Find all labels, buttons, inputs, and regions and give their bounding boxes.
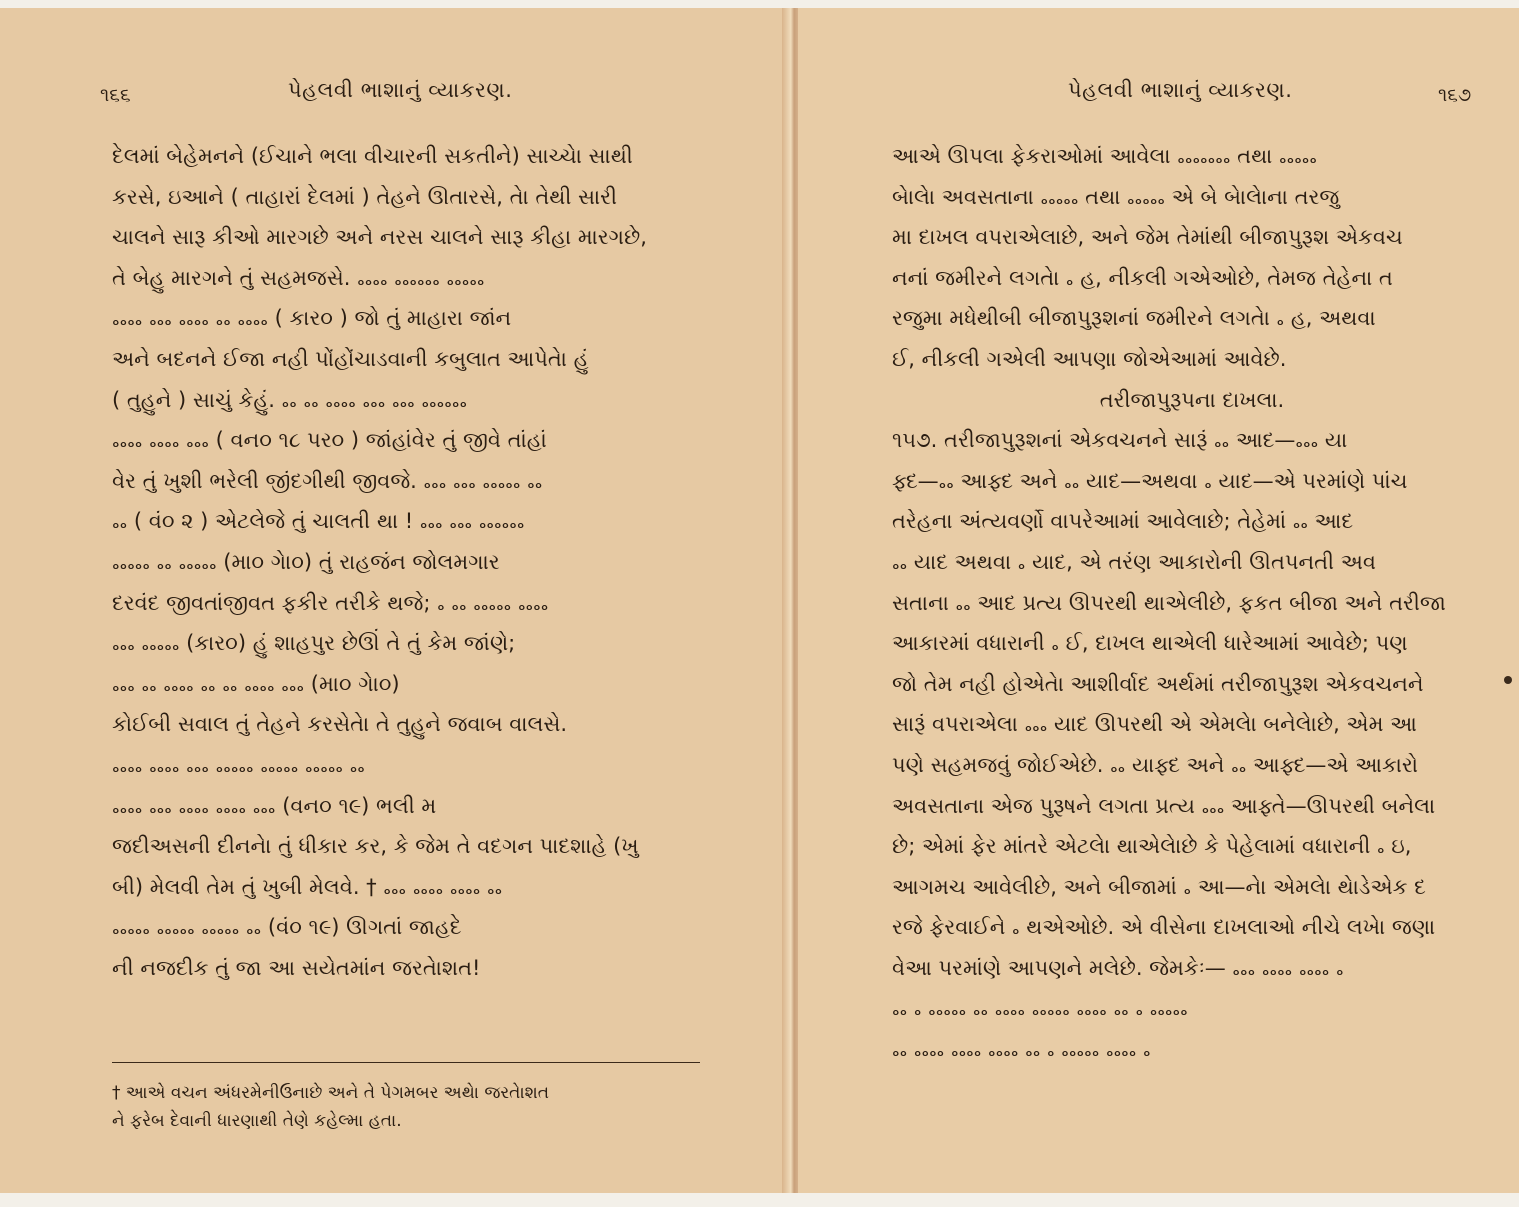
text-line: અને બદનને ઈજા નહી પોંહોંચાડવાની કબુલાત આપેતેા હું [112, 346, 589, 371]
text-line: આએ ઊપલા ફેકરાઓમાં આવેલા ૰૰૰૰૰૰૰ તથા ૰૰૰૰૰ [892, 144, 1318, 168]
text-line: ૰૰૰ ૰૰ ૰૰૰૰ ૰૰ ૰૰ ૰૰૰૰ ૰૰૰ (મા૦ ગેા૦) [112, 671, 400, 696]
text-line: ૰૰૰૰૰ ૰૰ ૰૰૰૰૰ (મા૦ ગેા૦) તું રાહજંન જોલમગાર [112, 549, 500, 574]
text-line: ૰૰૰ ૰૰૰૰૰ (કાર૦) હું શાહપુર છેઊં તે તું કેમ જાંણે; [112, 631, 516, 656]
right-page-number: ૧૬૭ [1438, 84, 1472, 106]
left-running-title: પેહલવી ભાશાનું વ્યાકરણ. [288, 78, 513, 102]
right-body-text [892, 136, 1492, 1070]
text-line: સારૂં વપરાએલા ૰૰૰ યાદ ઊપરથી એ એમલેા બનેલેાછે, એમ આ [892, 712, 1417, 737]
text-line: સતાના ૰૰ આદ પ્રત્ય ઊપરથી થાએલીછે, ફકત બીજા અને તરીજા [892, 590, 1446, 615]
left-page-number: ૧૬૬ [100, 84, 131, 106]
text-line: ૰૰૰૰ ૰૰૰૰ ૰૰૰ ૰૰૰૰૰ ૰૰૰૰૰ ૰૰૰૰૰ ૰૰ [112, 752, 365, 777]
footnote-line: † આએ વચન અંધરમેનીઉનાછે અને તે પેગમબર અથેા જરતેાશત [112, 1083, 550, 1103]
text-line: રજે ફેરવાઈને ૰ થએઓછે. એ વીસેના દાખલાઓ નીચે લખેા જણા [892, 915, 1436, 940]
text-line: ઈ, નીકલી ગએલી આપણા જોએઆમાં આવેછે. [892, 346, 1287, 371]
text-line: ૰૰૰૰ ૰૰૰ ૰૰૰૰ ૰૰૰૰ ૰૰૰ (વન૦ ૧૯) ભલી મ [112, 793, 437, 818]
text-line: ૰૰ ૰ ૰૰૰૰૰ ૰૰ ૰૰૰૰ ૰૰૰૰૰ ૰૰૰૰ ૰૰ ૰ ૰૰૰૰૰ [892, 996, 1188, 1021]
text-line: ૧૫૭. તરીજાપુરૂશનાં એકવચનને સારૂં ૰૰ આદ—૰૰૰ યા [892, 428, 1348, 453]
text-line: જદીઅસની દીનનેા તું ધીકાર કર, કે જેમ તે વદગન પાદશાહે (ખુ [112, 834, 639, 859]
text-line: ( તુહુને ) સાચું કેહું. ૰૰ ૰૰ ૰૰૰૰ ૰૰૰ ૰૰૰ ૰૰૰૰૰૰ [112, 387, 468, 412]
footnote-divider [112, 1062, 700, 1063]
text-line: આગમચ આવેલીછે, અને બીજામાં ૰ આ—નેા એમલેા થેાડેએક દ [892, 874, 1426, 899]
text-line: નનાં જમીરને લગતેા ૰ હ, નીકલી ગએઓછે, તેમજ તેહેના ત [892, 265, 1393, 290]
text-line: અવસતાના એજ પુરૂષને લગતા પ્રત્ય ૰૰૰ આફ્તે—ઊપરથી બનેલા [892, 793, 1436, 818]
text-line: તે બેહુ મારગને તું સહમજસે. ૰૰૰૰ ૰૰૰૰૰૰ ૰૰૰૰૰ [112, 265, 485, 290]
text-line: બી) મેલવી તેમ તું ખુબી મેલવે. † ૰૰૰ ૰૰૰૰ ૰૰૰૰ ૰૰ [112, 874, 503, 899]
footnote [112, 1079, 712, 1135]
left-body-text [112, 136, 712, 988]
text-line: વેર તું ખુશી ભરેલી જીંદગીથી જીવજે. ૰૰૰ ૰૰૰ ૰૰૰૰૰ ૰૰ [112, 468, 543, 493]
text-line: ની નજદીક તું જા આ સયેતમાંન જરતેાશત! [112, 955, 481, 980]
text-line: કરસે, ઇઆને ( તાહારાં દેલમાં ) તેહને ઊતારસે, તેા તેથી સારી [112, 184, 618, 209]
text-line: ફ્દ—૰૰ આફ્દ અને ૰૰ યાદ—અથવા ૰ યાદ—એ પરમાંણે પાંચ [892, 468, 1408, 493]
text-line: જો તેમ નહી હોએતેા આશીર્વાદ અર્થમાં તરીજાપુરૂશ એકવચનને [892, 671, 1424, 696]
text-line: છે; એમાં ફેર માંતરે એટલેા થાએલેાછે કે પેહેલામાં વધારાની ૰ ઇ, [892, 834, 1412, 859]
text-line: ચાલને સારૂ કીઓ મારગછે અને નરસ ચાલને સારૂ કીહા મારગછે, [112, 225, 647, 250]
text-line: પણે સહમજવું જોઈએછે. ૰૰ યાફ્દ અને ૰૰ આફ્દ—એ આકારો [892, 752, 1419, 777]
text-line: ૰૰ ૰૰૰૰ ૰૰૰૰ ૰૰૰૰ ૰૰ ૰ ૰૰૰૰૰ ૰૰૰૰ ૰ [892, 1037, 1151, 1062]
right-page [798, 8, 1519, 1193]
footnote-line: ને ફરેબ દેવાની ધારણાથી તેણે કહેલ્મા હતા. [112, 1111, 402, 1131]
text-line: બેાલેા અવસતાના ૰૰૰૰૰ તથા ૰૰૰૰૰ એ બે બેાલેાના તરજુ [892, 184, 1340, 209]
text-line: ૰૰૰૰૰ ૰૰૰૰૰ ૰૰૰૰૰ ૰૰ (વં૦ ૧૯) ઊગતાં જાહદે [112, 915, 462, 940]
text-line: વેઆ પરમાંણે આપણને મલેછે. જેમકેઃ— ૰૰૰ ૰૰૰૰ ૰૰૰૰ ૰ [892, 955, 1344, 980]
right-running-title: પેહલવી ભાશાનું વ્યાકરણ. [1068, 78, 1293, 102]
text-line: તરેહના અંત્યવર્ણો વાપરેઆમાં આવેલાછે; તેહેમાં ૰૰ આદ [892, 509, 1354, 534]
text-line: ૰૰ યાદ અથવા ૰ યાદ, એ તરંણ આકારોની ઊતપનતી અવ [892, 549, 1376, 574]
text-line: ૰૰૰૰ ૰૰૰ ૰૰૰૰ ૰૰ ૰૰૰૰ ( કાર૦ ) જો તું માહારા જાંન [112, 306, 512, 331]
section-heading: તરીજાપુરૂપના દાખલા. [1099, 387, 1285, 412]
text-line: રજુમા મધેથીબી બીજાપુરૂશનાં જમીરને લગતેા ૰ હ, અથવા [892, 306, 1376, 331]
text-line: ૰૰૰૰ ૰૰૰૰ ૰૰૰ ( વન૦ ૧૮ પર૦ ) જાંહાંવેર તું જીવે તાંહાં [112, 428, 547, 453]
binding-hole-mark [1504, 676, 1512, 684]
left-page [0, 8, 790, 1193]
text-line: દરવંદ જીવતાંજીવત ફકીર તરીકે થજે; ૰ ૰૰ ૰૰૰૰૰ ૰૰૰૰ [112, 590, 549, 615]
text-line: દેલમાં બેહેમનને (ઈચાને ભલા વીચારની સકતીને) સાચ્ચેા સાથી [112, 144, 633, 168]
text-line: કોઈબી સવાલ તું તેહને કરસેતેા તે તુહુને જવાબ વાલસે. [112, 712, 568, 737]
text-line: ૰૰ ( વં૦ ૨ ) એટલેજે તું ચાલતી થા ! ૰૰૰ ૰૰૰ ૰૰૰૰૰૰ [112, 509, 525, 534]
text-line: આકારમાં વધારાની ૰ ઈ, દાખલ થાએલી ધારેઆમાં આવેછે; પણ [892, 631, 1408, 656]
text-line: મા દાખલ વપરાએલાછે, અને જેમ તેમાંથી બીજાપુરૂશ એકવચ [892, 225, 1403, 250]
